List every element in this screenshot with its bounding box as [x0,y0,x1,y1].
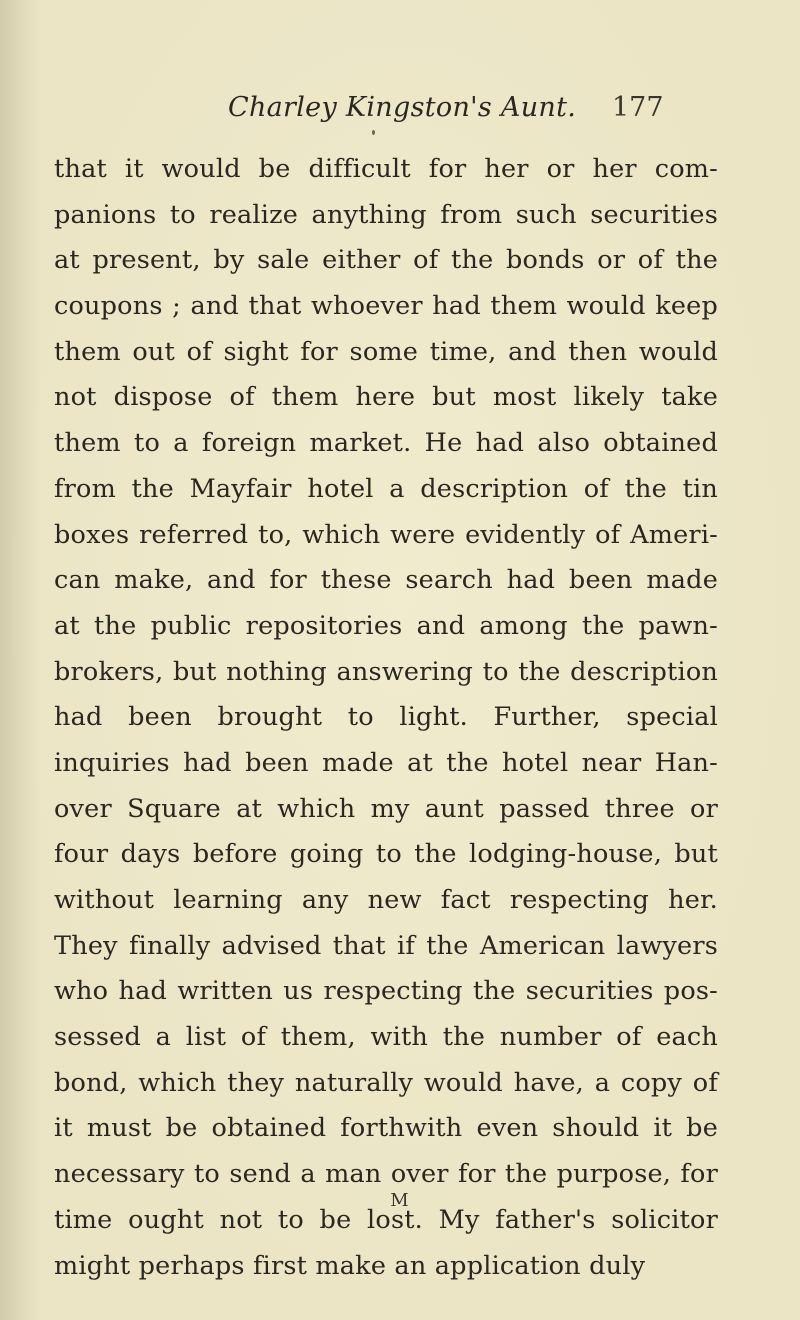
text-line: panions to realize anything from such securities [54,199,718,230]
text-line: them out of sight for some time, and then would [54,336,718,367]
text-line: had been brought to light. Further, special [54,702,718,733]
text-line: four days before going to the lodging-house, but [54,839,718,870]
body-text [54,147,718,1289]
text-line: can make, and for these search had been made [54,565,718,596]
text-line: that it would be difficult for her or her com- [54,154,718,184]
running-head [0,92,800,132]
text-line: bond, which they naturally would have, a copy of [54,1067,718,1098]
text-line: from the Mayfair hotel a description of the tin [54,473,718,504]
text-line: sessed a list of them, with the number of each [54,1022,718,1053]
running-head-title: Charley Kingston's Aunt. [228,92,577,123]
text-line: who had written us respecting the securities pos- [54,976,718,1007]
text-line: inquiries had been made at the hotel near Han- [54,747,718,778]
page-number: 177 [612,92,664,123]
text-line: them to a foreign market. He had also obtained [54,428,718,459]
text-line: necessary to send a man over for the purpose, for [54,1159,718,1190]
text-line: boxes referred to, which were evidently of Ameri- [54,519,718,550]
text-line: time ought not to be lost. My father's solicitor [54,1204,718,1235]
text-line: at present, by sale either of the bonds or of the [54,245,718,276]
text-line: They finally advised that if the American lawyers [54,930,718,961]
text-line: might perhaps first make an application duly [54,1250,646,1281]
page-gutter-shadow [0,0,40,1320]
text-line: without learning any new fact respecting her. [54,885,718,915]
text-line: brokers, but nothing answering to the description [54,656,718,687]
text-line: coupons ; and that whoever had them would keep [54,291,718,322]
ink-speck [372,130,375,135]
text-line: at the public repositories and among the pawn- [54,610,718,641]
text-line: it must be obtained forthwith even should it be [54,1113,718,1144]
text-line: over Square at which my aunt passed three or [54,793,718,824]
text-line: not dispose of them here but most likely take [54,382,718,413]
signature-mark: M [390,1190,410,1211]
